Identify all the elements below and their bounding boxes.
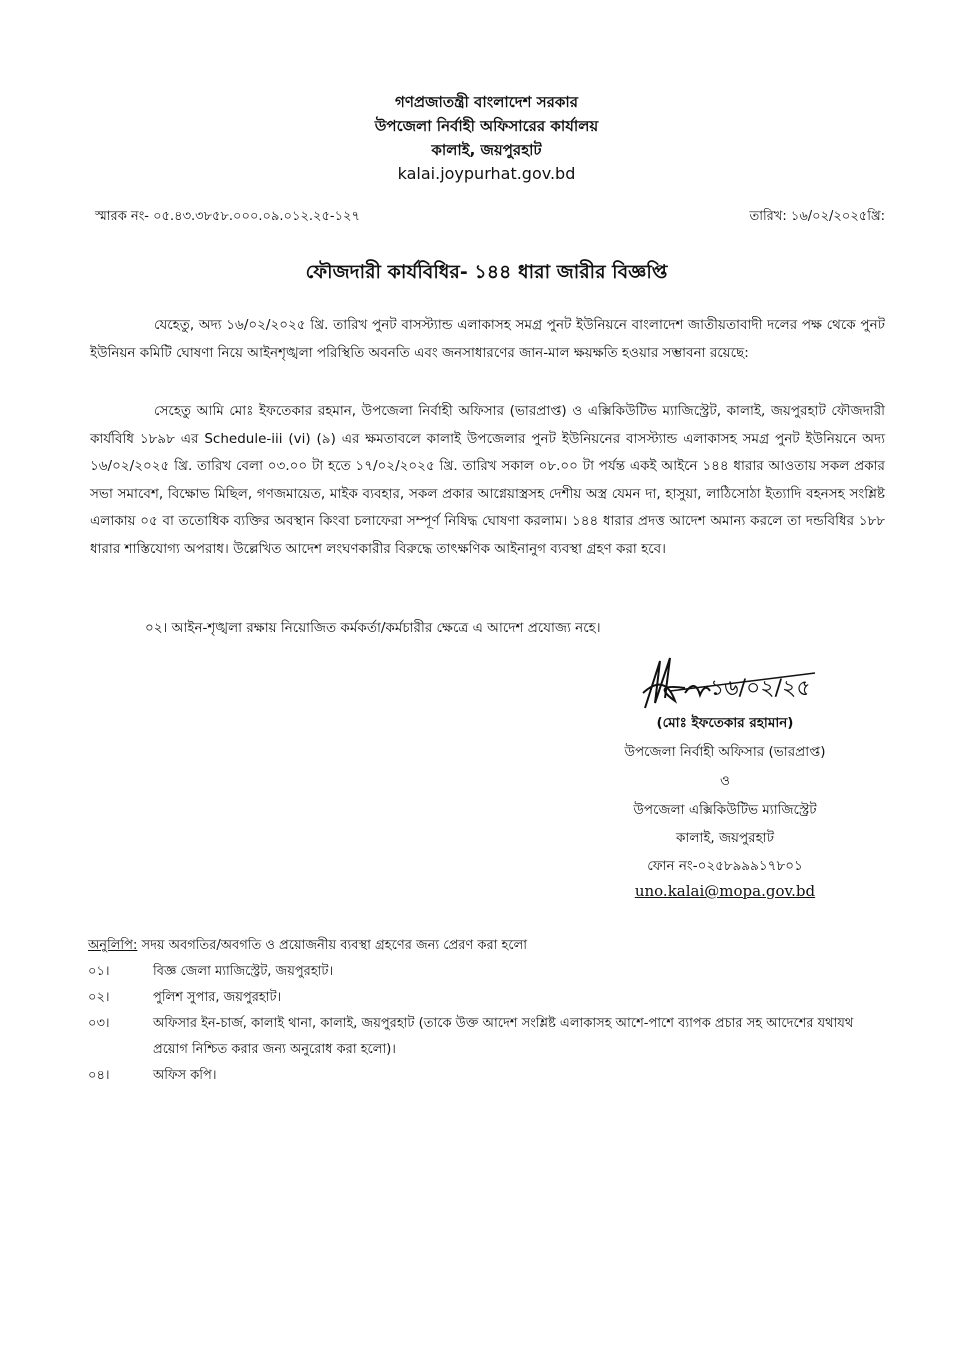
paragraph-whereas: যেহেতু, অদ্য ১৬/০২/২০২৫ খ্রি. তারিখ পুনট বাসস্ট্যান্ড এলাকাসহ সমগ্র পুনট ইউনিয়নে বাংলাদেশ জাতীয়তাবাদী দলের পক্ষ থেকে পুনট ইউনিয়ন কমিটি ঘোষণা নিয়ে আইনশৃঙ্খলা পরিস্থিতি অবনতি এবং জনসাধারণের জান-মাল ক্ষয়ক্ষতি হওয়ার সম্ভাবনা রয়েছে:	[90, 317, 885, 361]
signatory-phone: ফোন নং-০২৫৮৯৯৯১৭৮০১	[647, 858, 803, 874]
copy-recipient: অফিস কপি।	[153, 1068, 217, 1083]
signature-date: ১৬/০২/২৫	[710, 676, 811, 701]
signatory-place: কালাই, জয়পুরহাট	[676, 830, 774, 846]
copy-list-item	[88, 1063, 888, 1089]
signatory-email-row	[575, 882, 875, 900]
signatory-email-link[interactable]: uno.kalai@mopa.gov.bd	[634, 882, 816, 900]
reference-row	[95, 207, 885, 228]
memo-number: স্মারক নং- ০৫.৪৩.৩৮৫৮.০০০.০৯.০১২.২৫-১২৭	[95, 209, 360, 224]
office-location: কালাই, জয়পুরহাট	[431, 141, 542, 159]
copy-recipient: বিজ্ঞ জেলা ম্যাজিস্ট্রেট, জয়পুরহাট।	[153, 964, 334, 979]
signature-icon	[615, 653, 835, 715]
copy-number: ০১।	[88, 964, 110, 979]
copy-recipient: পুলিশ সুপার, জয়পুরহাট।	[153, 990, 282, 1005]
copy-intro: সদয় অবগতির/অবগতি ও প্রয়োজনীয় ব্যবস্থা গ্রহণের জন্য প্রেরণ করা হলো	[137, 938, 528, 953]
copy-number: ০২।	[88, 990, 110, 1005]
copy-list-item	[88, 959, 888, 985]
notice-title: ফৌজদারী কার্যবিধির- ১৪৪ ধারা জারীর বিজ্ঞপ্তি	[305, 261, 668, 283]
copy-heading	[88, 933, 888, 959]
copy-list-item	[88, 985, 888, 1011]
signatory-name: (মোঃ ইফতেকার রহামান)	[656, 715, 794, 731]
copy-label: অনুলিপি:	[88, 938, 138, 953]
copy-recipient: অফিসার ইন-চার্জ, কালাই থানা, কালাই, জয়পুরহাট (তাকে উক্ত আদেশ সংশ্লিষ্ট এলাকাসহ আশে-পাশে ব্যাপক প্রচার সহ আদেশের যথাযথ প্রয়োগ নিশ্চিত করার জন্য অনুরোধ করা হলো)।	[153, 1016, 854, 1057]
signatory-designation-2: উপজেলা এক্সিকিউটিভ ম্যাজিস্ট্রেট	[633, 802, 817, 818]
signatory-conjunction: ও	[720, 773, 730, 789]
paragraph-order: সেহেতু আমি মোঃ ইফতেকার রহমান, উপজেলা নির্বাহী অফিসার (ভারপ্রাপ্ত) ও এক্সিকিউটিভ ম্যাজিস্ট্রেট, কালাই, জয়পুরহাট ফৌজদারী কার্যবিধি ১৮৯৮ এর Schedule-iii (vi) (৯) এর ক্ষমতাবলে কালাই উপজেলার পুনট ইউনিয়নের বাসস্ট্যান্ড এলাকাসহ সমগ্র পুনট ইউনিয়নে অদ্য ১৬/০২/২০২৫ খ্রি. তারিখ বেলা ০৩.০০ টা হতে ১৭/০২/২০২৫ খ্রি. তারিখ সকাল ০৮.০০ টা পর্যন্ত একই আইনে ১৪৪ ধারার আওতায় সকল প্রকার সভা সমাবেশ, বিক্ষোভ মিছিল, গণজমায়েত, মাইক ব্যবহার, সকল প্রকার আগ্নেয়াস্ত্রসহ দেশীয় অস্ত্র যেমন দা, হাসুয়া, লাঠিসোঠা ইত্যাদি বহনসহ সংশ্লিষ্ট এলাকায় ০৫ বা ততোধিক ব্যক্তির অবস্থান কিংবা চলাফেরা সম্পূর্ণ নিষিদ্ধ ঘোষণা করলাম। ১৪৪ ধারার প্রদত্ত আদেশ অমান্য করলে তা দন্ডবিধির ১৮৮ ধারার শাস্তিযোগ্য অপরাধ। উল্লেখিত আদেশ লংঘণকারীর বিরুদ্ধে তাৎক্ষণিক আইনানুগ ব্যবস্থা গ্রহণ করা হবে।	[90, 403, 885, 557]
letterhead	[0, 90, 973, 186]
copy-number: ০৪।	[88, 1068, 110, 1083]
paragraph-exemption: ০২। আইন-শৃঙ্খলা রক্ষায় নিয়োজিত কর্মকর্তা/কর্মচারীর ক্ষেত্রে এ আদেশ প্রযোজ্য নহে।	[145, 620, 601, 636]
copy-distribution	[88, 933, 888, 1089]
signatory-designation-1: উপজেলা নির্বাহী অফিসার (ভারপ্রাপ্ত)	[624, 744, 826, 760]
copy-number: ০৩।	[88, 1016, 110, 1031]
government-name: গণপ্রজাতন্ত্রী বাংলাদেশ সরকার	[395, 93, 578, 111]
notice-date: তারিখ: ১৬/০২/২০২৫খ্রি:	[749, 209, 885, 224]
office-website[interactable]: kalai.joypurhat.gov.bd	[397, 164, 576, 183]
office-name: উপজেলা নির্বাহী অফিসারের কার্যালয়	[374, 117, 599, 135]
copy-list-item	[88, 1011, 888, 1063]
